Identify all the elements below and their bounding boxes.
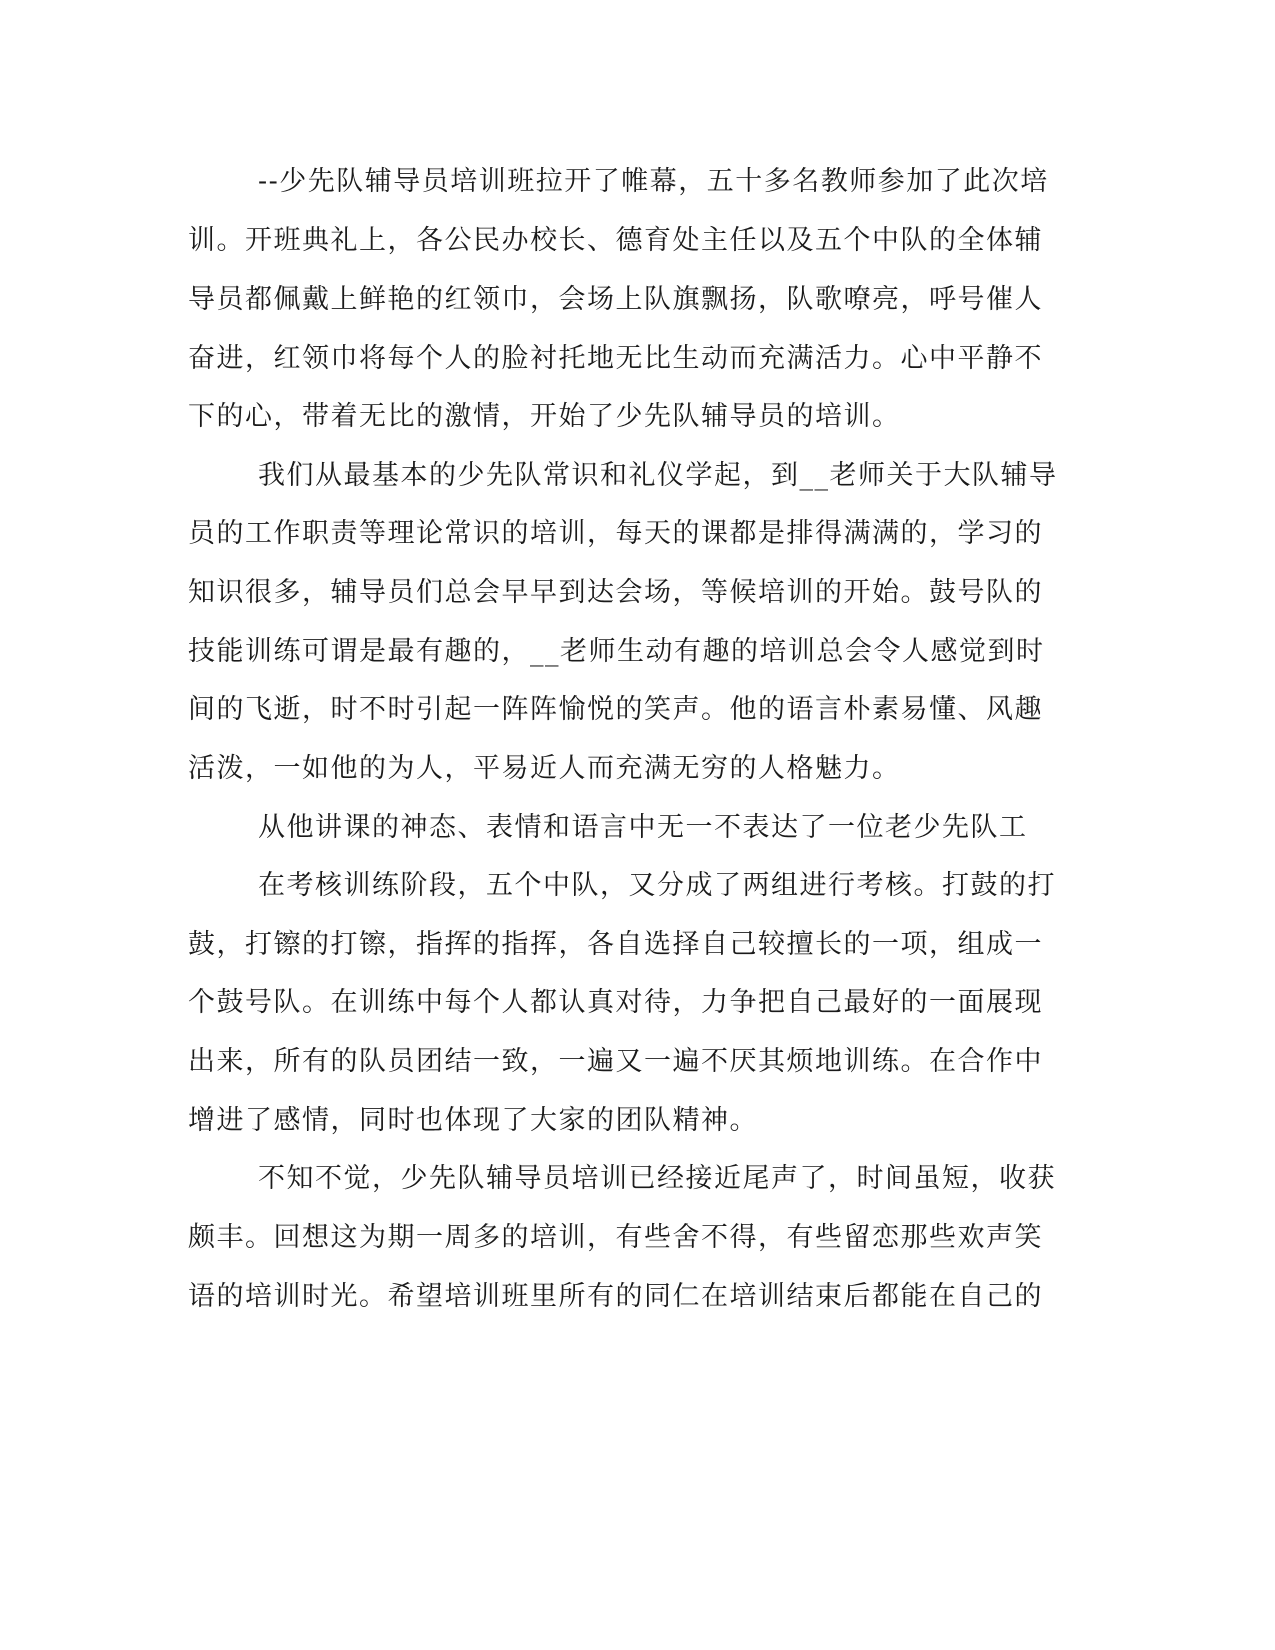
paragraph-4-line-5: 增进了感情，同时也体现了大家的团队精神。 [188,1105,758,1136]
paragraph-1-line-1: --少先队辅导员培训班拉开了帷幕，五十多名教师参加了此次培 [258,166,1049,197]
paragraph-4-line-2: 鼓，打镲的打镲，指挥的指挥，各自选择自己较擅长的一项，组成一 [188,929,1043,960]
paragraph-1-line-3: 导员都佩戴上鲜艳的红领巾，会场上队旗飘扬，队歌嘹亮，呼号催人 [188,284,1043,315]
paragraph-2-line-2: 员的工作职责等理论常识的培训，每天的课都是排得满满的，学习的 [188,518,1043,549]
paragraph-5-line-2: 颇丰。回想这为期一周多的培训，有些舍不得，有些留恋那些欢声笑 [188,1222,1043,1253]
paragraph-1-line-2: 训。开班典礼上，各公民办校长、德育处主任以及五个中队的全体辅 [188,225,1043,256]
paragraph-2-line-3: 知识很多，辅导员们总会早早到达会场，等候培训的开始。鼓号队的 [188,577,1043,608]
paragraph-1-line-5: 下的心，带着无比的激情，开始了少先队辅导员的培训。 [188,401,901,432]
paragraph-2-line-5: 间的飞逝，时不时引起一阵阵愉悦的笑声。他的语言朴素易懂、风趣 [188,694,1043,725]
paragraph-1-line-4: 奋进，红领巾将每个人的脸衬托地无比生动而充满活力。心中平静不 [188,343,1043,374]
paragraph-2-line-6: 活泼，一如他的为人，平易近人而充满无穷的人格魅力。 [188,753,901,784]
paragraph-5-line-3: 语的培训时光。希望培训班里所有的同仁在培训结束后都能在自己的 [188,1281,1043,1312]
paragraph-5-line-1: 不知不觉，少先队辅导员培训已经接近尾声了，时间虽短，收获 [258,1163,1056,1194]
paragraph-3-line-1: 从他讲课的神态、表情和语言中无一不表达了一位老少先队工 [258,812,1028,843]
paragraph-4-line-3: 个鼓号队。在训练中每个人都认真对待，力争把自己最好的一面展现 [188,987,1043,1018]
paragraph-4-line-4: 出来，所有的队员团结一致，一遍又一遍不厌其烦地训练。在合作中 [188,1046,1043,1077]
paragraph-2-line-1: 我们从最基本的少先队常识和礼仪学起，到__老师关于大队辅导 [258,460,1058,491]
paragraph-2-line-4: 技能训练可谓是最有趣的，__老师生动有趣的培训总会令人感觉到时 [188,636,1045,667]
paragraph-4-line-1: 在考核训练阶段，五个中队，又分成了两组进行考核。打鼓的打 [258,870,1056,901]
